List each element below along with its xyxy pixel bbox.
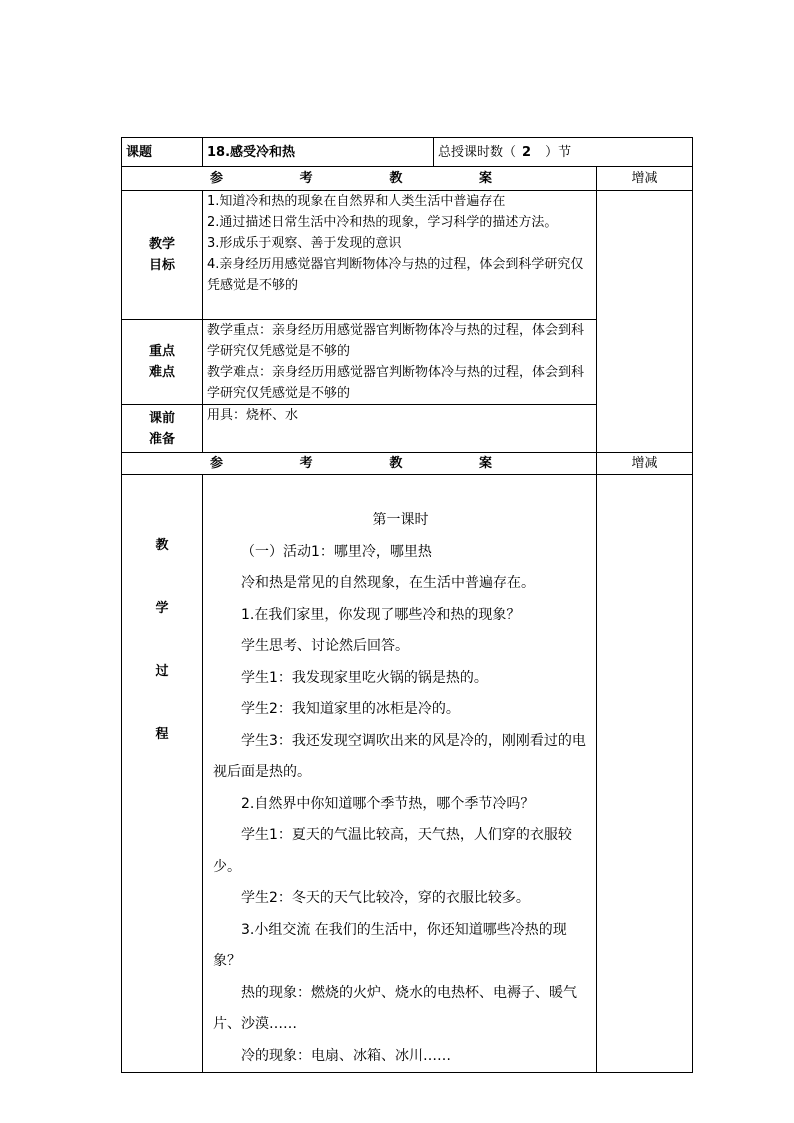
process-paragraph: 冷的现象：电扇、冰箱、冰川…… [241, 1047, 451, 1064]
goal-item: 1.知道冷和热的现象在自然界和人类生活中普遍存在 [207, 194, 506, 209]
goal-item: 2.通过描述日常生活中冷和热的现象，学习科学的描述方法。 [207, 215, 558, 230]
ref-char-4: 案 [478, 456, 492, 471]
process-label-char: 程 [155, 727, 169, 742]
preparation-label [122, 405, 203, 453]
process-paragraph: 1.在我们家里，你发现了哪些冷和热的现象？ [241, 606, 521, 623]
key-label-line-2: 难点 [148, 365, 175, 380]
preparation-content: 用具：烧杯、水 [203, 405, 597, 453]
key-points-label [122, 320, 203, 405]
key-points-content [203, 320, 597, 405]
topic-label: 课题 [122, 138, 203, 167]
topic-row [122, 138, 693, 167]
reference-header-row-2 [122, 453, 693, 475]
process-label-char: 过 [155, 664, 169, 679]
reference-header [122, 167, 597, 191]
ref-char-3: 教 [389, 456, 403, 471]
process-paragraph: 学生2：我知道家里的冰柜是冷的。 [241, 701, 460, 717]
process-paragraph: 学生2：冬天的天气比较冷，穿的衣服比较多。 [241, 890, 530, 906]
total-hours-value: 2 [522, 144, 532, 160]
ref-char-4: 案 [478, 171, 492, 186]
lesson-plan-table [121, 137, 693, 1073]
process-paragraph: 学生1：夏天的气温比较高，天气热，人们穿的衣服较少。 [213, 827, 572, 875]
lesson-title: 第一课时 [372, 512, 429, 528]
topic-value: 18.感受冷和热 [203, 138, 434, 167]
total-hours [434, 138, 693, 167]
process-paragraph: 学生思考、讨论然后回答。 [241, 638, 409, 654]
process-content [203, 475, 597, 1073]
adjust-cell-bottom [597, 475, 693, 1073]
goals-row [122, 191, 693, 320]
goals-label [122, 191, 203, 320]
process-paragraph: （一）活动1：哪里冷，哪里热 [241, 543, 432, 560]
prep-label-line-1: 课前 [148, 410, 175, 426]
prep-label-line-2: 准备 [148, 431, 175, 447]
process-label [122, 475, 203, 1073]
total-hours-suffix: ）节 [545, 144, 572, 160]
process-row [122, 475, 693, 1073]
adjust-header: 增减 [597, 167, 693, 191]
key-label-line-1: 重点 [148, 344, 175, 359]
process-paragraph: 学生1：我发现家里吃火锅的锅是热的。 [241, 669, 488, 686]
process-paragraph: 3.小组交流 在我们的生活中，你还知道哪些冷热的现象？ [213, 921, 567, 969]
goals-content [203, 191, 597, 320]
process-label-char: 教 [155, 538, 169, 553]
process-paragraph: 热的现象：燃烧的火炉、烧水的电热杯、电褥子、暖气片、沙漠…… [213, 984, 577, 1032]
goal-item: 3.形成乐于观察、善于发现的意识 [207, 236, 402, 251]
process-paragraph: 冷和热是常见的自然现象，在生活中普遍存在。 [241, 575, 535, 591]
reference-header-row [122, 167, 693, 191]
process-label-char: 学 [155, 601, 169, 616]
goal-item: 4.亲身经历用感觉器官判断物体冷与热的过程，体会到科学研究仅凭感觉是不够的 [207, 257, 584, 293]
goals-label-line-1: 教学 [148, 237, 175, 252]
adjust-header-2: 增减 [597, 453, 693, 475]
key-point: 教学重点：亲身经历用感觉器官判断物体冷与热的过程，体会到科学研究仅凭感觉是不够的 [207, 323, 585, 359]
adjust-cell-top [597, 191, 693, 453]
ref-char-1: 参 [210, 171, 224, 186]
total-hours-prefix: 总授课时数（ [438, 144, 517, 160]
process-paragraph: 学生3：我还发现空调吹出来的风是冷的，刚刚看过的电视后面是热的。 [213, 732, 586, 780]
process-paragraph: 2.自然界中你知道哪个季节热，哪个季节冷吗？ [241, 795, 535, 812]
goals-label-line-2: 目标 [148, 258, 175, 273]
ref-char-2: 考 [299, 456, 313, 471]
reference-header-2 [122, 453, 597, 475]
ref-char-3: 教 [389, 171, 403, 186]
ref-char-1: 参 [210, 456, 224, 471]
ref-char-2: 考 [299, 171, 313, 186]
key-point: 教学难点：亲身经历用感觉器官判断物体冷与热的过程，体会到科学研究仅凭感觉是不够的 [207, 365, 585, 401]
